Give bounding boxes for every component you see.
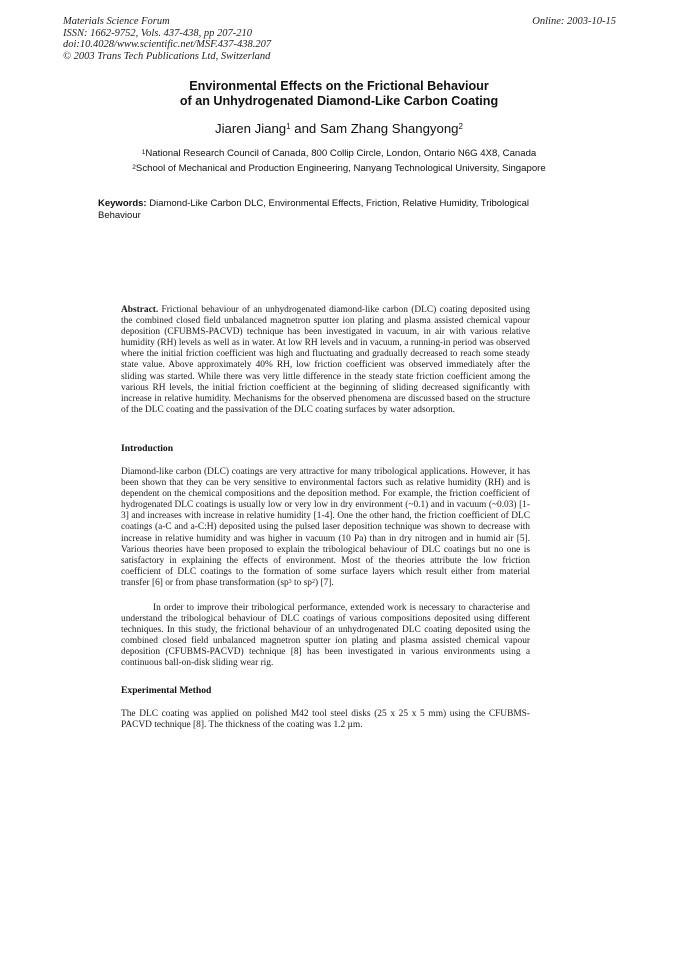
affiliation-1-text: National Research Council of Canada, 800 Collip Circle, London, Ontario N6G 4X8, Canada	[145, 148, 537, 159]
author-1-mark: 1	[286, 122, 291, 131]
intro-p2-text: In order to improve their tribological performance, extended work is necessary to characterise and understand the tribological behaviour of DLC coatings of various compositions deposited using different techniques. In this study, the frictional behaviour of an unhydrogenated DLC coating deposited using the combined closed field unbalanced magnetron sputter ion plating and plasma assisted chemical vapour deposition (CFUBMS-PACVD) technique [8] has been investigated in various environments using a continuous ball-on-disk sliding wear rig.	[121, 603, 530, 669]
affiliation-2-text: School of Mechanical and Production Engineering, Nanyang Technological University, Singapore	[135, 163, 546, 174]
keywords-label: Keywords:	[98, 198, 147, 209]
intro-p1-text-a: Diamond-like carbon (DLC) coatings are very attractive for many tribological applications. However, it has been shown that they can be very sensitive to environmental factors such as relative humidity (RH) and is dependent on the chemical compositions and the deposition method. For example, the friction coefficient of hydrogenated DLC coatings is usually low or very low in dry environment (~0.1) and in vacuum (~0.03) [1-3] and increases with increase in relative humidity [1-4]. One the other hand, the friction coefficient of DLC coatings (a-C and a-C:H) deposited using the pulsed laser deposition technique was shown to decrease with increase in relative humidity and was higher in vacuum (10 Pa) than in dry nitrogen and in humid air [5]. Various theories have been proposed to explain the tribological behaviour of DLC coatings but no one is satisfactory in explaining the effects of environment. Most of the theories attribute the low friction coefficient of DLC coatings to the formation of some surface layers which result either from material transfer [6] or from phase transformation (sp	[121, 467, 530, 588]
online-date: Online: 2003-10-15	[532, 16, 616, 27]
affiliation-2	[0, 163, 678, 175]
abstract-label: Abstract.	[121, 305, 159, 315]
abstract	[121, 305, 530, 416]
intro-p1-sup-1: 3	[288, 578, 292, 585]
affiliation-1-mark: 1	[141, 149, 146, 156]
introduction-paragraph-2	[121, 603, 530, 670]
experimental-paragraph-1: The DLC coating was applied on polished M42 tool steel disks (25 x 25 x 5 mm) using the CFUBMS-PACVD technique [8]. The thickness of the coating was 1.2 µm.	[121, 709, 530, 731]
title-line-2: of an Unhydrogenated Diamond-Like Carbon Coating	[179, 94, 499, 108]
author-2: Sam Zhang Shangyong	[319, 121, 459, 136]
intro-p1-text-b: to sp	[291, 577, 312, 588]
issn-line: ISSN: 1662-9752, Vols. 437-438, pp 207-210	[63, 27, 252, 39]
author-1: Jiaren Jiang	[215, 121, 287, 136]
experimental-heading: Experimental Method	[121, 685, 212, 696]
author-2-mark: 2	[458, 122, 463, 131]
abstract-text: Frictional behaviour of an unhydrogenated diamond-like carbon (DLC) coating deposited using the combined closed field unbalanced magnetron sputter ion plating and plasma assisted chemical vapour deposition (CFUBMS-PACVD) technique has been investigated in vacuum, in air with various relative humidity (RH) levels as well as in water. At low RH levels and in vacuum, a running-in period was observed where the initial friction coefficient was high and fluctuating and gradually decreased to reach some steady state value. Above approximately 40% RH, low friction coefficient was observed immediately after the sliding was started. While there was very little difference in the steady state friction coefficient among the various RH levels, the initial friction coefficient at the beginning of sliding decreased significantly with increase in relative humidity. Mechanisms for the observed phenomena are discussed based on the structure of the DLC coating and the passivation of the DLC coating surfaces by water adsorption.	[121, 305, 530, 415]
author-joiner: and	[290, 121, 320, 136]
copyright-line: © 2003 Trans Tech Publications Ltd, Switzerland	[63, 50, 271, 62]
affiliation-1	[0, 148, 678, 160]
author-list	[0, 121, 678, 137]
title-line-1: Environmental Effects on the Frictional Behaviour	[189, 79, 489, 93]
keywords	[98, 198, 538, 222]
introduction-heading: Introduction	[121, 443, 174, 454]
paper-title	[0, 79, 678, 109]
intro-p1-text-c: ) [7].	[314, 577, 334, 588]
doi-line[interactable]: doi:10.4028/www.scientific.net/MSF.437-438.207	[63, 39, 272, 50]
affiliation-2-mark: 2	[132, 164, 136, 171]
keywords-text: Diamond-Like Carbon DLC, Environmental Effects, Friction, Relative Humidity, Tribological Behaviour	[98, 198, 530, 221]
intro-p1-sup-2: 2	[311, 578, 315, 585]
journal-header	[63, 16, 271, 62]
introduction-paragraph-1	[121, 467, 530, 589]
journal-name: Materials Science Forum	[63, 16, 170, 27]
